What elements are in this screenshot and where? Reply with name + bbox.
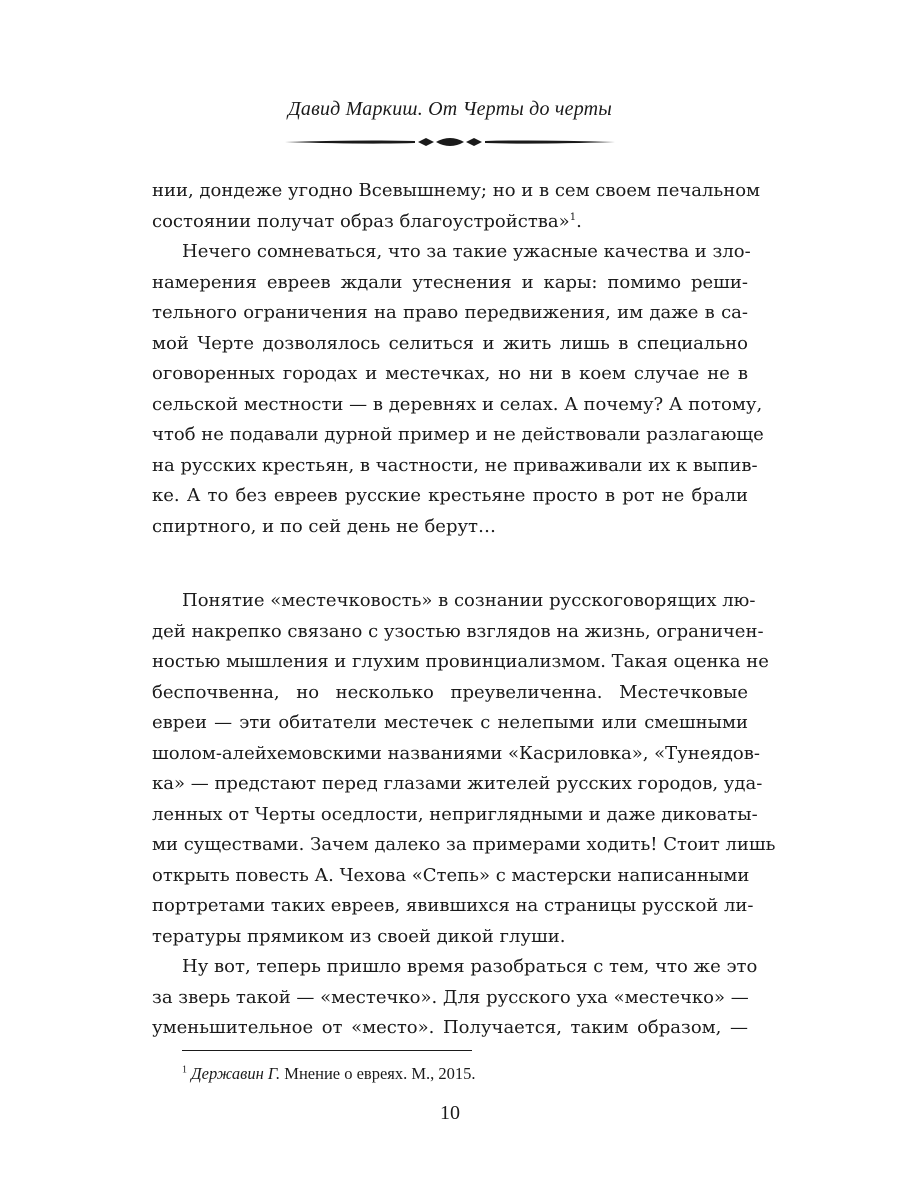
text-line: ми существами. Зачем далеко за примерами ходить! Стоит лишь	[152, 834, 776, 855]
text-line: беспочвенна, но несколько преувеличенна. Местечковые	[152, 681, 748, 703]
text-line: за зверь такой — «местечко». Для русского уха «местечко» —	[152, 986, 749, 1008]
text-line: ленных от Черты оседлости, неприглядными и даже диковаты-	[152, 803, 758, 825]
running-title: Давид Маркиш. От Черты до черты	[287, 98, 613, 120]
text-line: оговоренных городах и местечках, но ни в коем случае не в	[152, 363, 748, 384]
text-line: ке. А то без евреев русские крестьяне просто в рот не брали	[152, 485, 748, 506]
text-line: открыть повесть А. Чехова «Степь» с мастерски написанными	[152, 864, 750, 886]
text-line: ка» — предстают перед глазами жителей русских городов, уда-	[152, 773, 763, 794]
paragraph-2	[152, 237, 764, 542]
ornament-divider-icon	[285, 132, 615, 152]
text-line: тературы прямиком из своей дикой глуши.	[152, 925, 566, 947]
page-number: 10	[440, 1102, 460, 1124]
footnote-reference: 1	[569, 211, 577, 223]
text-line: уменьшительное от «место». Получается, таким образом, —	[152, 1017, 748, 1038]
text-line: на русских крестьян, в частности, не приваживали их к выпив-	[152, 454, 758, 476]
footnote-text: Мнение о евреях. М., 2015.	[280, 1064, 476, 1083]
text-line: ностью мышления и глухим провинциализмом. Такая оценка не	[152, 651, 769, 672]
text-line	[152, 207, 748, 238]
text-line: шолом-алейхемовскими названиями «Касриловка», «Тунеядов-	[152, 742, 760, 764]
text-line: чтоб не подавали дурной пример и не действовали разлагающе	[152, 424, 764, 445]
footnote-divider	[182, 1050, 472, 1051]
text-line: мой Черте дозволялось селиться и жить лишь в специально	[152, 332, 748, 354]
text-line: Нечего сомневаться, что за такие ужасные качества и зло-	[182, 241, 751, 262]
text-line: евреи — эти обитатели местечек с нелепыми или смешными	[152, 712, 748, 733]
footnote-marker: 1	[182, 1064, 187, 1076]
text-block-lower	[152, 586, 776, 1044]
text-fragment: состоянии получат образ благоустройства»	[152, 210, 570, 232]
paragraph-4	[152, 952, 758, 1044]
paragraph-1	[152, 176, 761, 237]
text-line: сельской местности — в деревнях и селах. А почему? А потому,	[152, 393, 763, 415]
footnote-author: Державин Г.	[191, 1064, 281, 1083]
text-line: нии, дондеже угодно Всевышнему; но и в сем своем печальном	[152, 180, 761, 201]
text-line: тельного ограничения на право передвижения, им даже в са-	[152, 302, 748, 323]
text-line: спиртного, и по сей день не берут…	[152, 515, 497, 537]
footnote	[182, 1064, 476, 1084]
text-block-upper	[152, 176, 764, 542]
text-line: Ну вот, теперь пришло время разобраться с тем, что же это	[182, 956, 758, 977]
text-fragment: .	[576, 210, 582, 232]
text-line: портретами таких евреев, явившихся на страницы русской ли-	[152, 895, 754, 916]
text-line: намерения евреев ждали утеснения и кары: помимо реши-	[152, 271, 748, 293]
text-line: дей накрепко связано с узостью взглядов на жизнь, ограничен-	[152, 620, 764, 642]
text-line: Понятие «местечковость» в сознании русскоговорящих лю-	[182, 590, 756, 611]
paragraph-3	[152, 586, 776, 952]
